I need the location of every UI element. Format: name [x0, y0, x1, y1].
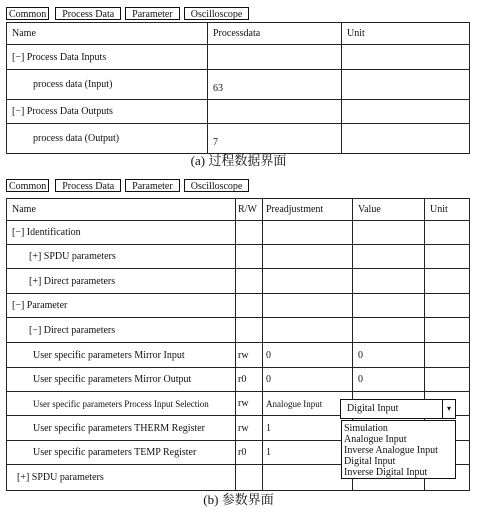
- row-value[interactable]: 63: [208, 70, 342, 100]
- table-header-row: [7, 23, 470, 45]
- table-row[interactable]: [7, 368, 470, 392]
- row-rw: [236, 221, 263, 245]
- tab-common-b[interactable]: Common: [6, 179, 49, 192]
- row-name[interactable]: [+] SPDU parameters: [7, 465, 236, 491]
- table-row[interactable]: [7, 124, 470, 154]
- row-unit: [342, 100, 470, 124]
- process-data-table: [6, 22, 470, 154]
- row-rw: [236, 465, 263, 491]
- row-name[interactable]: [−] Process Data Outputs: [7, 100, 208, 124]
- tab-oscilloscope-a[interactable]: Oscilloscope: [184, 7, 250, 20]
- tabs-b: [6, 179, 253, 192]
- row-pre: [263, 245, 353, 269]
- row-rw: [236, 318, 263, 343]
- row-pre[interactable]: Analogue Input: [263, 392, 353, 416]
- tab-oscilloscope-b[interactable]: Oscilloscope: [184, 179, 250, 192]
- tabs-a: [6, 7, 253, 20]
- table-row[interactable]: [7, 221, 470, 245]
- row-value: [208, 100, 342, 124]
- row-name[interactable]: [−] Process Data Inputs: [7, 45, 208, 70]
- table-row[interactable]: [7, 318, 470, 343]
- row-name[interactable]: [−] Direct parameters: [7, 318, 236, 343]
- tab-process-data-a[interactable]: Process Data: [55, 7, 121, 20]
- row-unit: [425, 368, 470, 392]
- dropdown-option[interactable]: Analogue Input: [344, 434, 407, 445]
- tab-parameter-b[interactable]: Parameter: [125, 179, 180, 192]
- row-pre[interactable]: 1: [263, 416, 353, 441]
- row-pre[interactable]: 1: [263, 441, 353, 465]
- caption-a: (a) 过程数据界面: [190, 153, 287, 168]
- row-unit: [425, 221, 470, 245]
- header-unit: Unit: [342, 23, 470, 45]
- row-name: User specific parameters Mirror Output: [7, 368, 236, 392]
- dropdown-options-list: [341, 420, 456, 479]
- row-rw: rw: [236, 392, 263, 416]
- row-name[interactable]: [+] SPDU parameters: [7, 245, 236, 269]
- table-header-row: [7, 199, 470, 221]
- tab-process-data-b[interactable]: Process Data: [55, 179, 121, 192]
- row-pre: [263, 318, 353, 343]
- row-value[interactable]: 0: [353, 368, 425, 392]
- row-value[interactable]: 0: [353, 343, 425, 368]
- header-preadjustment: Preadjustment: [263, 199, 353, 221]
- tab-common-a[interactable]: Common: [6, 7, 49, 20]
- row-rw: [236, 269, 263, 294]
- row-unit: [342, 45, 470, 70]
- row-unit: [425, 318, 470, 343]
- row-rw: rw: [236, 343, 263, 368]
- dropdown-option[interactable]: Inverse Analogue Input: [344, 445, 438, 456]
- row-unit: [342, 70, 470, 100]
- row-name: process data (Input): [7, 70, 208, 100]
- row-rw: rw: [236, 416, 263, 441]
- row-name[interactable]: [+] Direct parameters: [7, 269, 236, 294]
- row-name: User specific parameters TEMP Register: [7, 441, 236, 465]
- row-rw: [236, 294, 263, 318]
- row-name: process data (Output): [7, 124, 208, 154]
- row-rw: r0: [236, 441, 263, 465]
- row-value: [353, 221, 425, 245]
- row-name[interactable]: [−] Parameter: [7, 294, 236, 318]
- table-row[interactable]: [7, 70, 470, 100]
- row-unit: [342, 124, 470, 154]
- row-value: [208, 45, 342, 70]
- row-rw: [236, 245, 263, 269]
- row-unit: [425, 294, 470, 318]
- table-row[interactable]: [7, 245, 470, 269]
- row-pre: [263, 465, 353, 491]
- caption-b: (b) 参数界面: [203, 492, 274, 507]
- dropdown-selected-value: Digital Input: [347, 403, 399, 414]
- header-name: Name: [7, 23, 208, 45]
- dropdown-option[interactable]: Simulation: [344, 423, 388, 434]
- row-value: [353, 318, 425, 343]
- row-value[interactable]: 7: [208, 124, 342, 154]
- row-name[interactable]: [−] Identification: [7, 221, 236, 245]
- row-value: [353, 269, 425, 294]
- row-name: User specific parameters THERM Register: [7, 416, 236, 441]
- header-value: Value: [353, 199, 425, 221]
- row-unit: [425, 343, 470, 368]
- row-pre: [263, 269, 353, 294]
- header-name: Name: [7, 199, 236, 221]
- table-row[interactable]: [7, 294, 470, 318]
- tab-parameter-a[interactable]: Parameter: [125, 7, 180, 20]
- row-unit: [425, 269, 470, 294]
- row-pre[interactable]: 0: [263, 368, 353, 392]
- table-row[interactable]: [7, 45, 470, 70]
- row-unit: [425, 245, 470, 269]
- row-pre: [263, 294, 353, 318]
- row-value: [353, 245, 425, 269]
- process-input-selection-dropdown[interactable]: [340, 399, 456, 419]
- dropdown-option[interactable]: Inverse Digital Input: [344, 467, 428, 478]
- chevron-down-icon[interactable]: ▾: [442, 400, 455, 418]
- row-pre[interactable]: 0: [263, 343, 353, 368]
- table-row[interactable]: [7, 269, 470, 294]
- header-rw: R/W: [236, 199, 263, 221]
- header-processdata: Processdata: [208, 23, 342, 45]
- row-rw: r0: [236, 368, 263, 392]
- row-value: [353, 294, 425, 318]
- row-pre: [263, 221, 353, 245]
- dropdown-option[interactable]: Digital Input: [344, 456, 396, 467]
- row-name: User specific parameters Mirror Input: [7, 343, 236, 368]
- table-row[interactable]: [7, 343, 470, 368]
- header-unit: Unit: [425, 199, 470, 221]
- table-row[interactable]: [7, 100, 470, 124]
- row-name: User specific parameters Process Input Selection: [7, 392, 236, 416]
